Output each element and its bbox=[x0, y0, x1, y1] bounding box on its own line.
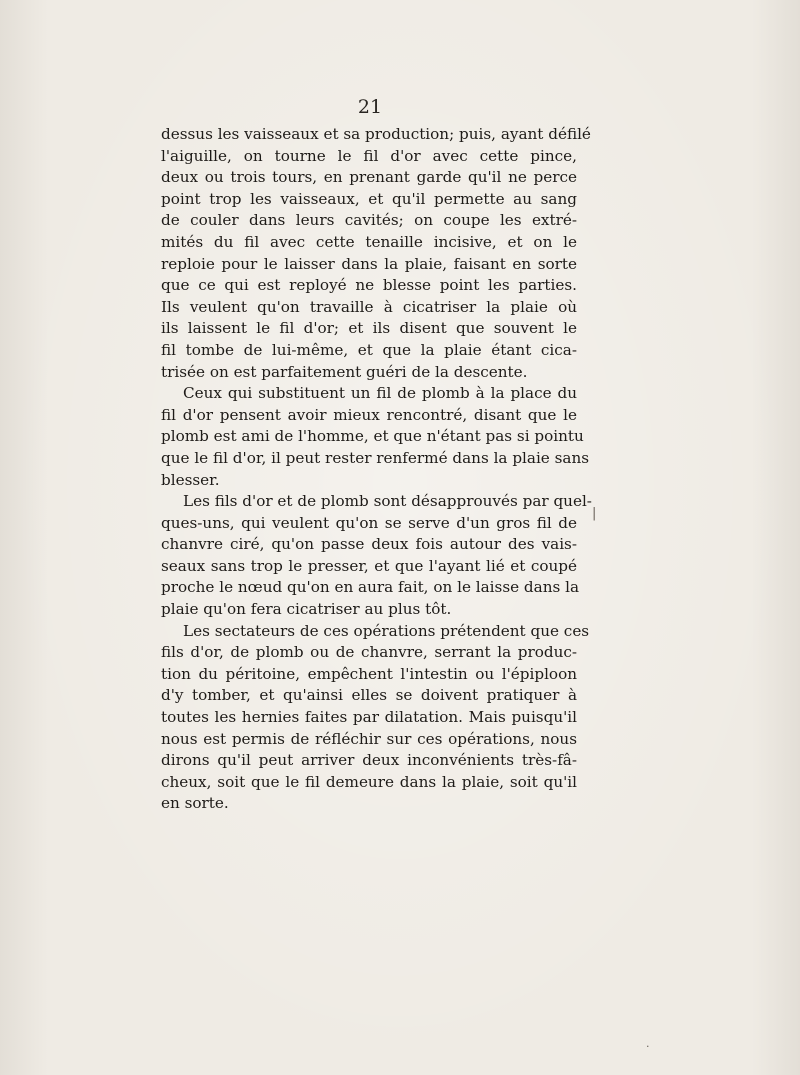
text-line: fil tombe de lui-même, et que la plaie étant cica- bbox=[161, 340, 577, 359]
text-line: deux ou trois tours, en prenant garde qu'il ne perce bbox=[161, 168, 577, 187]
text-line: Ils veulent qu'on travaille à cicatriser la plaie où bbox=[161, 297, 577, 316]
text-line: Les fils d'or et de plomb sont désapprouvés par quel- bbox=[183, 492, 592, 511]
body-text bbox=[161, 124, 592, 815]
margin-pencil-mark: | bbox=[592, 506, 597, 521]
text-line: trisée on est parfaitement guéri de la descente. bbox=[161, 362, 528, 381]
text-line: tion du péritoine, empêchent l'intestin ou l'épiploon bbox=[161, 664, 577, 683]
text-line: dessus les vaisseaux et sa production; puis, ayant défilé bbox=[161, 125, 591, 143]
text-line: l'aiguille, on tourne le fil d'or avec cette pince, bbox=[161, 146, 577, 165]
text-line: blesser. bbox=[161, 470, 220, 489]
text-line: ques-uns, qui veulent qu'on se serve d'un gros fil de bbox=[161, 513, 577, 532]
text-line: chanvre ciré, qu'on passe deux fois autour des vais- bbox=[161, 535, 577, 554]
text-line: dirons qu'il peut arriver deux inconvénients très-fâ- bbox=[161, 751, 577, 770]
text-line: Les sectateurs de ces opérations prétendent que ces bbox=[183, 621, 590, 640]
text-line: toutes les hernies faites par dilatation. Mais puisqu'il bbox=[161, 708, 577, 727]
text-line: mités du fil avec cette tenaille incisive, et on le bbox=[161, 232, 577, 251]
text-line: nous est permis de réfléchir sur ces opérations, nous bbox=[161, 729, 577, 748]
text-line: plaie qu'on fera cicatriser au plus tôt. bbox=[161, 600, 452, 619]
text-line: fils d'or, de plomb ou de chanvre, serrant la produc- bbox=[161, 643, 577, 662]
text-line: ils laissent le fil d'or; et ils disent que souvent le bbox=[161, 319, 577, 338]
text-line: point trop les vaisseaux, et qu'il permette au sang bbox=[161, 189, 577, 208]
text-line: reploie pour le laisser dans la plaie, faisant en sorte bbox=[161, 254, 577, 273]
text-line: seaux sans trop le presser, et que l'ayant lié et coupé bbox=[161, 556, 577, 575]
margin-speck-mark: · bbox=[646, 1040, 650, 1053]
text-line: cheux, soit que le fil demeure dans la plaie, soit qu'il bbox=[161, 772, 577, 791]
text-line: proche le nœud qu'on en aura fait, on le laisse dans la bbox=[161, 578, 580, 597]
text-line: d'y tomber, et qu'ainsi elles se doivent pratiquer à bbox=[161, 686, 577, 705]
text-line: en sorte. bbox=[161, 794, 229, 813]
text-line: fil d'or pensent avoir mieux rencontré, disant que le bbox=[161, 405, 577, 424]
text-line: Ceux qui substituent un fil de plomb à la place du bbox=[183, 384, 577, 403]
text-line: plomb est ami de l'homme, et que n'étant pas si pointu bbox=[161, 427, 584, 446]
text-line: de couler dans leurs cavités; on coupe les extré- bbox=[161, 211, 577, 230]
text-line: que le fil d'or, il peut rester renfermé dans la plaie sans bbox=[161, 448, 590, 467]
text-line: que ce qui est reployé ne blesse point les parties. bbox=[161, 276, 577, 295]
page-number: 21 bbox=[357, 96, 383, 118]
